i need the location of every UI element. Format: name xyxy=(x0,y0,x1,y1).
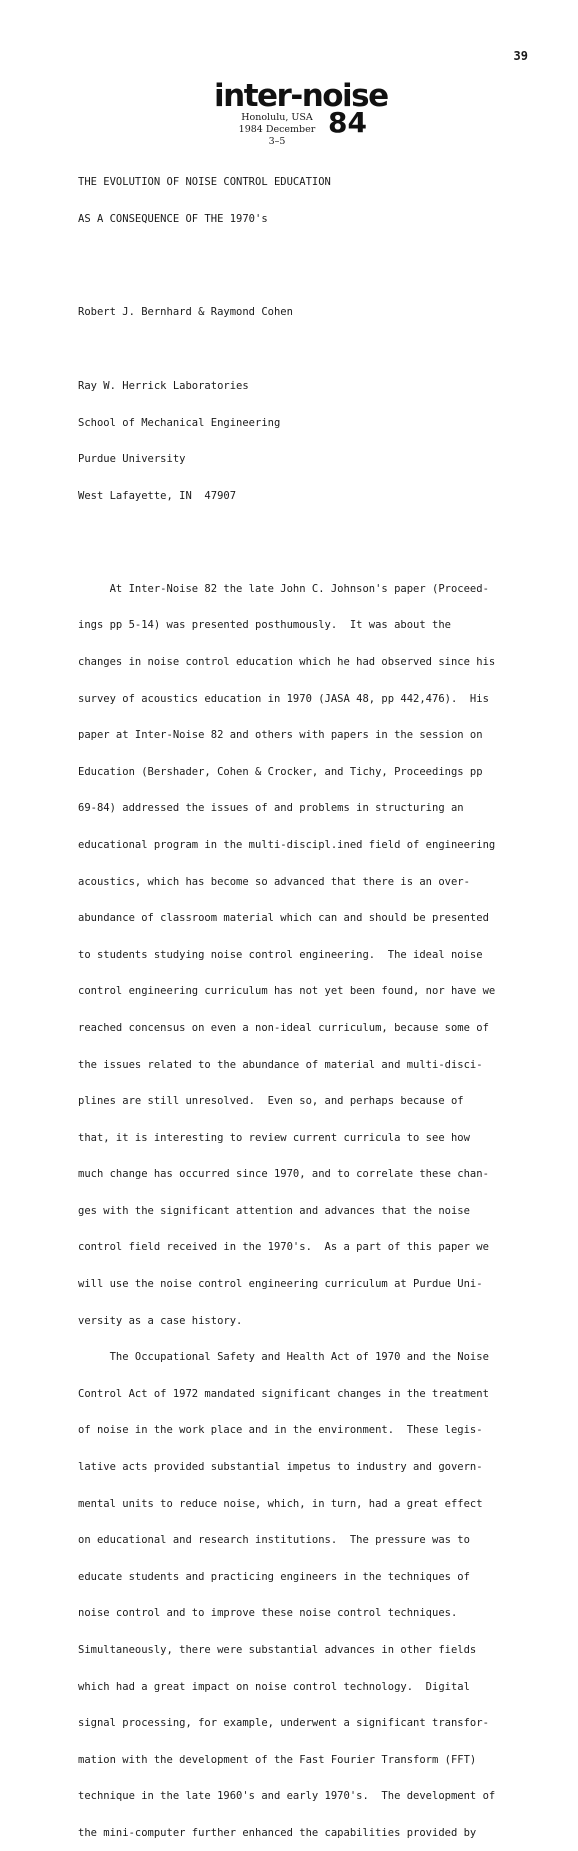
paragraph-line: 69-84) addressed the issues of and problems in structuring an xyxy=(78,802,464,815)
paragraph-line: Control Act of 1972 mandated significant changes in the treatment xyxy=(78,1387,489,1400)
affiliation-line: West Lafayette, IN 47907 xyxy=(78,489,237,502)
paragraph-line: versity as a case history. xyxy=(78,1314,243,1327)
logo-wordmark: inter-noise xyxy=(214,78,388,114)
title-line: AS A CONSEQUENCE OF THE 1970's xyxy=(78,213,268,225)
authors: Robert J. Bernhard & Raymond Cohen xyxy=(78,306,293,318)
logo-details xyxy=(232,112,322,148)
paragraph-line: much change has occurred since 1970, and to correlate these chan- xyxy=(78,1168,489,1181)
paragraph-line: plines are still unresolved. Even so, and perhaps because of xyxy=(78,1095,464,1108)
paragraph-line: Education (Bershader, Cohen & Crocker, and Tichy, Proceedings pp xyxy=(78,765,483,778)
paragraph-line: technique in the late 1960's and early 1970's. The development of xyxy=(78,1790,496,1803)
logo-dates: 1984 December 3–5 xyxy=(238,124,316,147)
paragraph-line: on educational and research institutions. The pressure was to xyxy=(78,1534,470,1547)
title-line: THE EVOLUTION OF NOISE CONTROL EDUCATION xyxy=(78,176,331,189)
paragraph-line: At Inter-Noise 82 the late John C. Johnson's paper (Proceed- xyxy=(78,582,489,595)
affiliation-line: Purdue University xyxy=(78,453,186,466)
affiliation-line: Ray W. Herrick Laboratories xyxy=(78,380,249,392)
paragraph-line: educate students and practicing engineers in the techniques of xyxy=(78,1570,470,1583)
affiliation-line: School of Mechanical Engineering xyxy=(78,416,281,429)
logo-year: 84 xyxy=(328,106,367,139)
paragraph-line: to students studying noise control engineering. The ideal noise xyxy=(78,948,483,961)
paragraph-line: abundance of classroom material which can and should be presented xyxy=(78,912,489,925)
paragraph-line: Simultaneously, there were substantial advances in other fields xyxy=(78,1644,477,1656)
paragraph-line: the mini-computer further enhanced the capabilities provided by xyxy=(78,1826,477,1839)
paragraph-line: acoustics, which has become so advanced that there is an over- xyxy=(78,875,470,888)
paragraph-line: will use the noise control engineering curriculum at Purdue Uni- xyxy=(78,1278,483,1291)
paragraph-line: noise control and to improve these noise control techniques. xyxy=(78,1607,458,1620)
paragraph-line: survey of acoustics education in 1970 (JASA 48, pp 442,476). His xyxy=(78,692,489,705)
paragraph-line: control field received in the 1970's. As a part of this paper we xyxy=(78,1241,489,1254)
page-number: 39 xyxy=(513,49,528,63)
paragraph-line: mation with the development of the Fast Fourier Transform (FFT) xyxy=(78,1753,477,1766)
paragraph-line: changes in noise control education which he had observed since his xyxy=(78,655,496,668)
paragraph-line: that, it is interesting to review current curricula to see how xyxy=(78,1131,470,1144)
paragraph-line: educational program in the multi-discipl.ined field of engineering xyxy=(78,838,496,851)
paragraph-line: of noise in the work place and in the environment. These legis- xyxy=(78,1424,483,1437)
paragraph-line: lative acts provided substantial impetus to industry and govern- xyxy=(78,1461,483,1474)
paragraph-line: The Occupational Safety and Health Act of 1970 and the Noise xyxy=(78,1351,489,1364)
conference-logo xyxy=(0,0,578,150)
paper-body xyxy=(78,152,518,1851)
paragraph-line: control engineering curriculum has not yet been found, nor have we xyxy=(78,985,496,998)
paragraph-line: reached concensus on even a non-ideal curriculum, because some of xyxy=(78,1021,489,1034)
logo-location: Honolulu, USA xyxy=(241,112,313,123)
paragraph-line: ings pp 5-14) was presented posthumously. It was about the xyxy=(78,619,451,632)
paragraph-line: signal processing, for example, underwent a significant transfor- xyxy=(78,1717,489,1730)
paragraph-line: ges with the significant attention and advances that the noise xyxy=(78,1204,470,1217)
paragraph-line: mental units to reduce noise, which, in turn, had a great effect xyxy=(78,1497,483,1510)
paragraph-line: the issues related to the abundance of material and multi-disci- xyxy=(78,1058,483,1071)
paragraph-line: which had a great impact on noise control technology. Digital xyxy=(78,1680,470,1693)
paragraph-line: paper at Inter-Noise 82 and others with papers in the session on xyxy=(78,729,483,742)
